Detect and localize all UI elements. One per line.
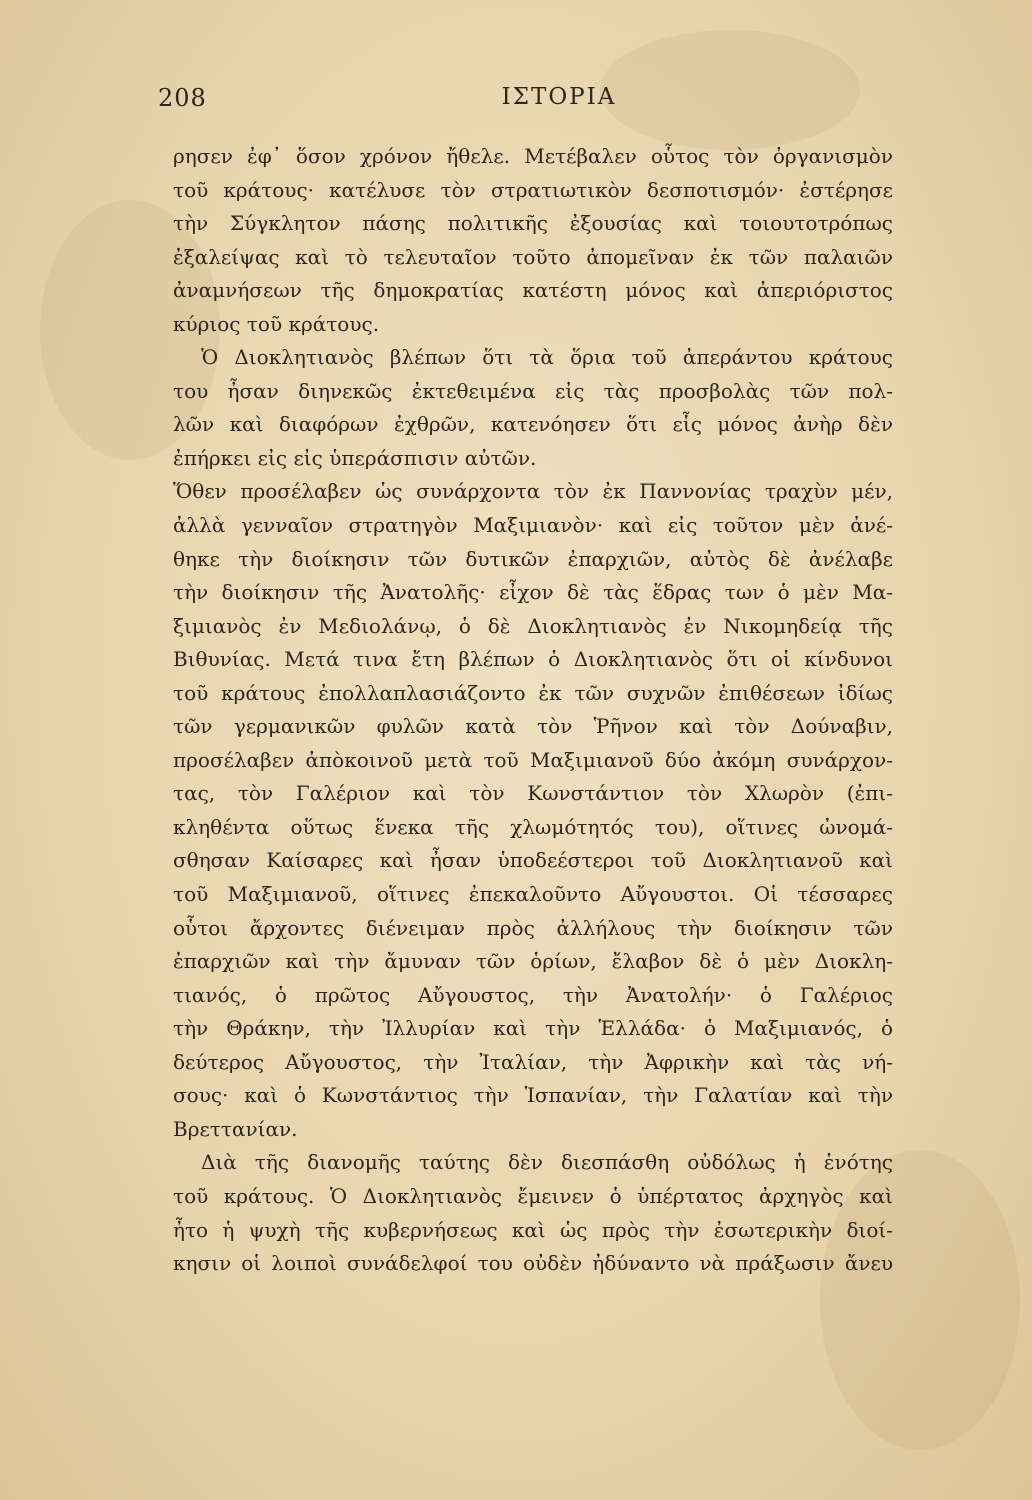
text-line: τοῦ κράτους. Ὁ Διοκλητιανὸς ἔμεινεν ὁ ὑπέρτατος ἀρχηγὸς καὶ (173, 1183, 893, 1208)
text-line: δεύτερος Αὔγουστος, τὴν Ἰταλίαν, τὴν Ἀφρικὴν καὶ τὰς νή- (173, 1049, 893, 1074)
body-text (173, 140, 893, 1281)
text-line: λῶν καὶ διαφόρων ἐχθρῶν, κατενόησεν ὅτι εἷς μόνος ἀνὴρ δὲν (173, 412, 893, 437)
running-title: ΙΣΤΟΡΙΑ (501, 84, 617, 110)
text-line: τῶν γερμανικῶν φυλῶν κατὰ τὸν Ῥῆνον καὶ τὸν Δούναβιν, (173, 714, 893, 739)
text-line: τας, τὸν Γαλέριον καὶ τὸν Κωνστάντιον τὸν Χλωρὸν (ἐπι- (173, 781, 893, 806)
text-line: τιανός, ὁ πρῶτος Αὔγουστος, τὴν Ἀνατολήν· ὁ Γαλέριος (173, 982, 893, 1007)
text-line: ρησεν ἐφ᾽ ὅσον χρόνον ἤθελε. Μετέβαλεν οὗτος τὸν ὀργανισμὸν (173, 144, 893, 168)
text-line: τοῦ κράτους· κατέλυσε τὸν στρατιωτικὸν δεσποτισμόν· ἐστέρησε (173, 177, 893, 202)
page-number: 208 (158, 84, 207, 112)
text-line: τοῦ Μαξιμιανοῦ, οἵτινες ἐπεκαλοῦντο Αὔγουστοι. Οἱ τέσσαρες (173, 882, 893, 907)
text-line: κληθέντα οὕτως ἕνεκα τῆς χλωμότητός του), οἵτινες ὠνομά- (173, 814, 893, 839)
text-line: Διὰ τῆς διανομῆς ταύτης δὲν διεσπάσθη οὐδόλως ἡ ἑνότης (201, 1150, 893, 1175)
text-line: τὴν Σύγκλητον πάσης πολιτικῆς ἐξουσίας καὶ τοιουτοτρόπως (173, 211, 893, 236)
text-line: Ὁ Διοκλητιανὸς βλέπων ὅτι τὰ ὅρια τοῦ ἀπεράντου κράτους (201, 345, 893, 370)
text-line: οὗτοι ἄρχοντες διένειμαν πρὸς ἀλλήλους τὴν διοίκησιν τῶν (173, 915, 893, 940)
text-line: θηκε τὴν διοίκησιν τῶν δυτικῶν ἐπαρχιῶν, αὐτὸς δὲ ἀνέλαβε (173, 546, 893, 571)
text-line: ξιμιανὸς ἐν Μεδιολάνῳ, ὁ δὲ Διοκλητιανὸς ἐν Νικομηδείᾳ τῆς (173, 613, 893, 638)
text-line: ἦτο ἡ ψυχὴ τῆς κυβερνήσεως καὶ ὡς πρὸς τὴν ἐσωτερικὴν διοί- (173, 1217, 893, 1242)
text-line: ἀναμνήσεων τῆς δημοκρατίας κατέστη μόνος καὶ ἀπεριόριστος (173, 278, 893, 303)
text-line: σθησαν Καίσαρες καὶ ἦσαν ὑποδεέστεροι τοῦ Διοκλητιανοῦ καὶ (173, 848, 893, 873)
text-line: κησιν οἱ λοιποὶ συνάδελφοί του οὐδὲν ἠδύναντο νὰ πράξωσιν ἄνευ (173, 1251, 893, 1276)
text-line: τὴν Θράκην, τὴν Ἰλλυρίαν καὶ τὴν Ἑλλάδα· ὁ Μαξιμιανός, ὁ (173, 1016, 893, 1041)
text-line: ἐπαρχιῶν καὶ τὴν ἄμυναν τῶν ὁρίων, ἔλαβον δὲ ὁ μὲν Διοκλη- (173, 949, 893, 974)
page-header (158, 84, 890, 120)
text-line: του ἦσαν διηνεκῶς ἐκτεθειμένα εἰς τὰς προσβολὰς τῶν πολ- (173, 378, 893, 403)
text-line: ἀλλὰ γενναῖον στρατηγὸν Μαξιμιανὸν· καὶ εἰς τοῦτον μὲν ἀνέ- (173, 513, 893, 538)
text-line: ἐξαλείψας καὶ τὸ τελευταῖον τοῦτο ἀπομεῖναν ἐκ τῶν παλαιῶν (173, 244, 893, 269)
text-line: προσέλαβεν ἀπὸκοινοῦ μετὰ τοῦ Μαξιμιανοῦ δύο ἀκόμη συνάρχον- (173, 747, 893, 772)
text-line: τοῦ κράτους ἐπολλαπλασιάζοντο ἐκ τῶν συχνῶν ἐπιθέσεων ἰδίως (173, 680, 893, 705)
text-line: σους· καὶ ὁ Κωνστάντιος τὴν Ἱσπανίαν, τὴν Γαλατίαν καὶ τὴν (173, 1083, 893, 1108)
text-line: Βρεττανίαν. (173, 1116, 298, 1141)
text-line: ἐπήρκει εἰς εἰς ὑπεράσπισιν αὐτῶν. (173, 445, 537, 470)
text-line: Βιθυνίας. Μετά τινα ἔτη βλέπων ὁ Διοκλητιανὸς ὅτι οἱ κίνδυνοι (173, 647, 893, 672)
text-line: τὴν διοίκησιν τῆς Ἀνατολῆς· εἶχον δὲ τὰς ἕδρας των ὁ μὲν Μα- (173, 580, 893, 605)
text-line: κύριος τοῦ κράτους. (173, 311, 380, 336)
text-line: Ὅθεν προσέλαβεν ὡς συνάρχοντα τὸν ἐκ Παννονίας τραχὺν μέν, (173, 479, 893, 504)
